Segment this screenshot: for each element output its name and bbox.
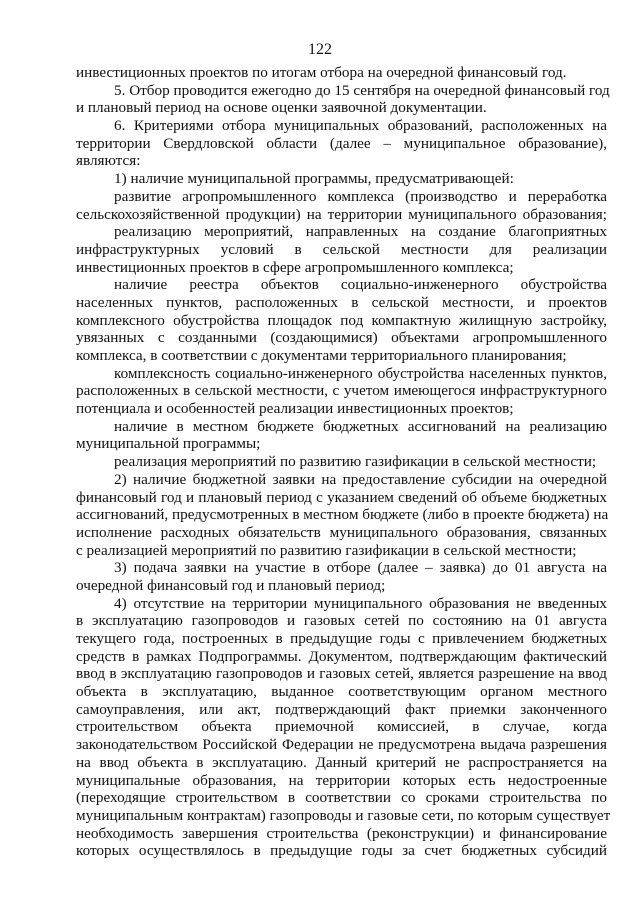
text-line: 2) наличие бюджетной заявки на предоставление субсидии на очередной	[114, 470, 607, 488]
text-line: и плановый период на основе оценки заявочной документации.	[76, 99, 487, 117]
text-line: с реализацией мероприятий по развитию газификации в сельской местности;	[76, 541, 577, 559]
text-line: необходимость завершения строительства (реконструкции) и финансирование	[76, 824, 607, 842]
page-number: 122	[308, 41, 332, 58]
text-line: (переходящие строительством в соответствии со сроками строительства по	[76, 789, 607, 807]
text-line: расположенных в сельской местности, с учетом имеющегося инфраструктурного	[76, 382, 607, 400]
text-line: средств в рамках Подпрограммы. Документом, подтверждающим фактический	[76, 647, 607, 665]
text-line: 3) подача заявки на участие в отборе (далее – заявка) до 01 августа на	[114, 559, 607, 577]
text-line: инфраструктурных условий в сельской местности для реализации	[76, 240, 607, 258]
text-line: муниципальной программы;	[76, 435, 261, 453]
text-line: 1) наличие муниципальной программы, предусматривающей:	[114, 170, 514, 188]
text-line: исполнение расходных обязательств муниципального образования, связанных	[76, 523, 607, 541]
text-line: сельскохозяйственной продукции) на территории муниципального образования;	[76, 205, 607, 223]
text-line: текущего года, построенных в предыдущие годы с привлечением бюджетных	[76, 630, 607, 647]
text-line: ввод в эксплуатацию газопроводов и газовых сетей, является разрешение на ввод	[76, 665, 607, 683]
text-line: являются:	[76, 152, 141, 170]
text-line: реализацию мероприятий, направленных на создание благоприятных	[114, 223, 607, 241]
text-line: потенциала и особенностей реализации инвестиционных проектов;	[76, 400, 514, 418]
text-line: наличие в местном бюджете бюджетных ассигнований на реализацию	[114, 417, 607, 435]
text-line: инвестиционных проектов по итогам отбора на очередной финансовый год.	[76, 64, 567, 81]
text-line: 4) отсутствие на территории муниципального образования не введенных	[114, 594, 607, 612]
text-line: ассигнований, предусмотренных в местном бюджете (либо в проекте бюджета) на	[76, 506, 609, 524]
text-line: 6. Критериями отбора муниципальных образований, расположенных на	[114, 117, 607, 135]
text-line: территории Свердловской области (далее – муниципальное образование),	[76, 134, 607, 152]
text-line: которых осуществлялось в предыдущие годы за счет бюджетных субсидий	[76, 842, 607, 860]
text-line: законодательством Российской Федерации не предусмотрена выдача разрешения	[76, 736, 607, 754]
text-line: муниципальные образования, на территории которых есть недостроенные	[76, 771, 607, 789]
text-line: инвестиционных проектов в сфере агропромышленного комплекса;	[76, 258, 514, 276]
text-line: комплекса, в соответствии с документами территориального планирования;	[76, 347, 567, 364]
text-line: увязанных с созданными (создающимися) объектами агропромышленного	[76, 329, 607, 347]
text-line: комплексность социально-инженерного обустройства населенных пунктов,	[114, 364, 607, 382]
text-line: реализация мероприятий по развитию газификации в сельской местности;	[114, 453, 597, 471]
text-line: финансовый год и плановый период с указанием сведений об объеме бюджетных	[76, 488, 607, 506]
text-line: очередной финансовый год и плановый период;	[76, 576, 386, 594]
text-line: на ввод объекта в эксплуатацию. Данный критерий не распространяется на	[76, 753, 607, 771]
text-line: комплексного обустройства площадок под компактную жилищную застройку,	[76, 311, 607, 329]
text-line: самоуправления, или акт, подтверждающий факт приемки законченного	[76, 700, 607, 718]
text-line: населенных пунктов, расположенных в сельской местности, и проектов	[76, 293, 607, 311]
text-line: муниципальным контрактам) газопроводы и газовые сети, по которым существует	[76, 806, 611, 824]
body-text	[76, 64, 611, 860]
text-line: наличие реестра объектов социально-инженерного обустройства	[114, 276, 607, 294]
text-line: в эксплуатацию газопроводов и газовых сетей по состоянию на 01 августа	[76, 612, 607, 630]
text-line: развитие агропромышленного комплекса (производство и переработка	[114, 187, 607, 205]
text-line: объекта в эксплуатацию, выданное соответствующим органом местного	[76, 683, 607, 701]
text-line: строительством объекта приемочной комиссией, в случае, когда	[76, 718, 607, 736]
text-line: 5. Отбор проводится ежегодно до 15 сентября на очередной финансовый год	[114, 81, 610, 99]
